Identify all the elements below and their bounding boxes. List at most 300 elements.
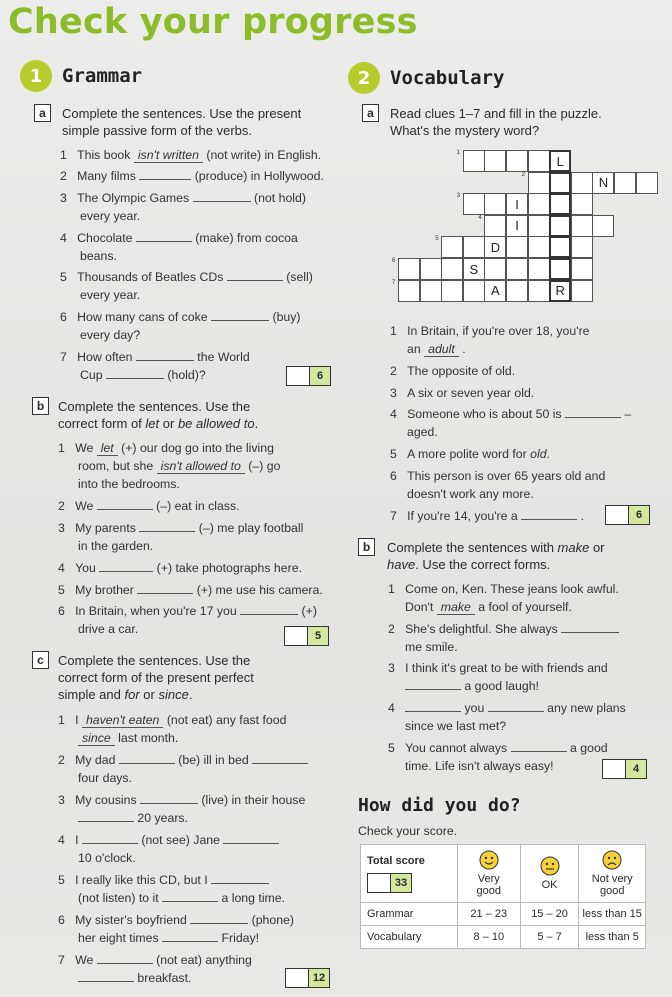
item-text: you xyxy=(461,701,488,715)
instr-line: Complete the sentences. Use the present xyxy=(62,106,302,121)
item-text: She's delightful. She always xyxy=(405,622,562,636)
answer-field[interactable]: since xyxy=(78,731,115,746)
grammar-c-s7 xyxy=(58,951,252,987)
item-number: 5 xyxy=(58,873,65,887)
score-value: 6 xyxy=(310,366,331,386)
grammar-c-s1 xyxy=(58,711,286,747)
clue-number: 4 xyxy=(478,214,482,221)
instr-em: since xyxy=(158,687,189,702)
vocab-a-c5 xyxy=(390,445,550,463)
instr-em: for xyxy=(124,687,140,702)
vocab-b-s2 xyxy=(388,620,619,656)
puzzle-cell[interactable]: I xyxy=(506,215,528,237)
item-number: 2 xyxy=(60,169,67,183)
item-text: I xyxy=(75,833,82,847)
instr-em: let xyxy=(145,416,160,431)
item-text: In Britain, when you're 17 you xyxy=(75,604,241,618)
score-value: 6 xyxy=(629,505,650,525)
item-text: four days. xyxy=(78,771,132,785)
item-text: (be) ill in bed xyxy=(174,753,253,767)
answer-blank[interactable] xyxy=(223,831,279,844)
item-number: 2 xyxy=(388,622,395,636)
vocab-b-s3 xyxy=(388,659,608,695)
clue-number: 2 xyxy=(521,171,525,178)
grammar-c-score xyxy=(285,968,330,988)
puzzle-cell[interactable]: A xyxy=(484,280,506,302)
item-text: last month. xyxy=(114,731,179,745)
instr-em: have xyxy=(387,557,416,572)
item-text: every year. xyxy=(80,288,141,302)
item-number: 1 xyxy=(388,582,395,596)
sad-face-icon xyxy=(602,850,622,870)
grammar-b-s2 xyxy=(58,497,240,515)
instr-em: be allowed to xyxy=(177,416,255,431)
cell-value: 21 – 23 xyxy=(457,903,520,926)
instr-text: or xyxy=(159,416,178,431)
item-number: 5 xyxy=(60,270,67,284)
answer-blank[interactable] xyxy=(97,497,153,510)
puzzle-cell[interactable] xyxy=(484,193,506,215)
item-number: 5 xyxy=(388,741,395,755)
neutral-face-icon xyxy=(540,856,560,876)
answer-blank[interactable] xyxy=(193,189,251,202)
puzzle-cell[interactable] xyxy=(506,236,528,258)
item-text: (+) our dog go into the living xyxy=(117,441,274,455)
item-text: My parents xyxy=(75,521,140,535)
item-text: 20 years. xyxy=(134,811,188,825)
item-text: (not see) Jane xyxy=(137,833,224,847)
page-title: Check your progress xyxy=(8,2,418,42)
grammar-a-score xyxy=(286,366,331,386)
puzzle-cell[interactable] xyxy=(571,236,593,258)
very-good-label: Very xyxy=(477,873,500,885)
grammar-b-s4 xyxy=(58,559,302,577)
mystery-word-cell[interactable]: R xyxy=(549,280,571,302)
item-text: 10 o'clock. xyxy=(78,851,136,865)
item-text: Come on, Ken. These jeans look awful. xyxy=(405,582,619,596)
item-text: How often xyxy=(77,350,136,364)
item-text: a fool of yourself. xyxy=(474,600,572,614)
item-text: I think it's great to be with friends and xyxy=(405,661,608,675)
vocab-a-instructions xyxy=(390,105,602,139)
puzzle-cell[interactable] xyxy=(506,280,528,302)
puzzle-cell[interactable] xyxy=(528,172,550,194)
item-text: A more polite word for xyxy=(407,447,531,461)
score-row-grammar xyxy=(361,903,646,926)
puzzle-cell[interactable] xyxy=(398,280,420,302)
instr-line xyxy=(387,539,605,556)
puzzle-cell[interactable] xyxy=(571,193,593,215)
item-em: old xyxy=(530,447,547,461)
item-text: How many cans of coke xyxy=(77,310,212,324)
total-score xyxy=(367,873,457,893)
vocabulary-number: 2 xyxy=(348,62,380,94)
puzzle-cell[interactable]: I xyxy=(506,193,528,215)
answer-blank[interactable] xyxy=(227,268,283,281)
item-text: a good xyxy=(566,741,608,755)
item-text: (hold)? xyxy=(163,368,206,382)
item-text: Chocolate xyxy=(77,231,136,245)
item-number: 1 xyxy=(58,713,65,727)
item-text: (not write) in English. xyxy=(202,148,322,162)
grammar-header xyxy=(20,60,142,92)
item-number: 4 xyxy=(60,231,67,245)
vocab-a-c6 xyxy=(390,467,605,503)
item-number: 2 xyxy=(58,753,65,767)
item-text: You cannot always xyxy=(405,741,511,755)
item-number: 2 xyxy=(58,499,65,513)
vocab-b-instructions xyxy=(387,539,605,573)
puzzle-cell[interactable] xyxy=(528,193,550,215)
item-text: (not eat) any fast food xyxy=(163,713,287,727)
answer-blank[interactable] xyxy=(106,366,164,379)
mystery-word-cell[interactable] xyxy=(549,193,571,215)
item-text: time. Life isn't always easy! xyxy=(405,759,554,773)
item-text: The opposite of old. xyxy=(407,364,516,378)
item-text: The Olympic Games xyxy=(77,191,193,205)
item-number: 5 xyxy=(58,583,65,597)
instr-text: simple and xyxy=(58,687,125,702)
item-text: A six or seven year old. xyxy=(407,386,535,400)
score-entry-box[interactable] xyxy=(284,626,308,646)
item-text: (–) eat in class. xyxy=(152,499,240,513)
not-very-good-label: good xyxy=(599,885,625,897)
item-number: 6 xyxy=(58,604,65,618)
item-text: (+) take photographs here. xyxy=(153,561,302,575)
item-number: 6 xyxy=(390,469,397,483)
item-text: You xyxy=(75,561,100,575)
item-number: 4 xyxy=(58,833,65,847)
instr-text: Complete the sentences with xyxy=(387,540,558,555)
answer-blank[interactable] xyxy=(561,620,619,633)
answer-blank[interactable] xyxy=(521,507,577,520)
item-text: an xyxy=(407,342,425,356)
mystery-word-cell[interactable] xyxy=(549,258,571,280)
score-row-vocabulary xyxy=(361,926,646,949)
happy-face-icon xyxy=(479,850,499,870)
answer-blank[interactable] xyxy=(162,889,218,902)
item-number: 4 xyxy=(390,407,397,421)
grammar-c-s3 xyxy=(58,791,305,827)
answer-blank[interactable] xyxy=(405,677,461,690)
item-text: Friday! xyxy=(218,931,260,945)
instr-line xyxy=(58,415,258,432)
puzzle-cell[interactable] xyxy=(571,280,593,302)
answer-blank[interactable] xyxy=(97,951,153,964)
vocab-b-score xyxy=(602,759,647,779)
grammar-a-letter: a xyxy=(34,104,51,122)
score-entry-box[interactable] xyxy=(285,968,309,988)
answer-blank[interactable] xyxy=(139,167,191,180)
clue-number: 1 xyxy=(456,150,461,156)
answer-blank[interactable] xyxy=(162,929,218,942)
mystery-word-cell[interactable]: L xyxy=(549,150,571,172)
puzzle-cell[interactable] xyxy=(592,215,614,237)
item-number: 7 xyxy=(58,953,65,967)
cell-value: 8 – 10 xyxy=(457,926,520,949)
item-text: the World xyxy=(193,350,250,364)
answer-blank[interactable] xyxy=(240,602,298,615)
item-text: My dad xyxy=(75,753,119,767)
mystery-word-cell[interactable] xyxy=(549,215,571,237)
vocab-a-c3 xyxy=(390,384,534,402)
item-text: My brother xyxy=(75,583,138,597)
puzzle-cell[interactable] xyxy=(398,258,420,280)
answer-blank[interactable] xyxy=(119,751,175,764)
answer-blank[interactable] xyxy=(190,911,248,924)
item-text: I xyxy=(75,713,82,727)
vocab-a-c2 xyxy=(390,362,515,380)
grammar-c-instructions xyxy=(58,652,254,703)
puzzle-cell[interactable] xyxy=(484,258,506,280)
puzzle-cell[interactable] xyxy=(614,172,636,194)
item-text: (+) me use his camera. xyxy=(193,583,323,597)
puzzle-cell[interactable] xyxy=(571,215,593,237)
answer-blank[interactable] xyxy=(211,308,269,321)
puzzle-cell[interactable] xyxy=(463,150,485,172)
instr-text: . xyxy=(254,416,259,431)
grammar-c-s2 xyxy=(58,751,308,787)
mystery-word-cell[interactable] xyxy=(549,236,571,258)
item-number: 7 xyxy=(60,350,67,364)
item-text: If you're 14, you're a xyxy=(407,509,522,523)
mystery-word-cell[interactable] xyxy=(549,172,571,194)
instr-em: make xyxy=(557,540,590,555)
instr-line xyxy=(387,556,605,573)
vocab-a-letter: a xyxy=(362,104,379,122)
grammar-c-s6 xyxy=(58,911,294,947)
item-text: aged. xyxy=(407,425,438,439)
puzzle-cell[interactable] xyxy=(528,215,550,237)
very-good-cell xyxy=(457,845,520,903)
item-number: 3 xyxy=(60,191,67,205)
answer-field[interactable]: let xyxy=(97,441,118,456)
answer-field[interactable]: haven't eaten xyxy=(82,713,163,728)
answer-blank[interactable] xyxy=(140,791,198,804)
puzzle-cell[interactable] xyxy=(463,236,485,258)
item-number: 4 xyxy=(388,701,395,715)
item-text: (+) xyxy=(298,604,317,618)
grammar-c-s4 xyxy=(58,831,279,867)
answer-blank[interactable] xyxy=(99,559,153,572)
grammar-a-s5 xyxy=(60,268,313,304)
puzzle-cell[interactable] xyxy=(463,280,485,302)
grammar-a-s1 xyxy=(60,146,321,164)
score-entry-box[interactable] xyxy=(605,505,629,525)
item-text: . xyxy=(546,447,550,461)
item-text: This person is over 65 years old and xyxy=(407,469,606,483)
item-text: since we last met? xyxy=(405,719,507,733)
item-text: (not listen) to it xyxy=(78,891,163,905)
score-value: 5 xyxy=(308,626,329,646)
total-score-label: Total score xyxy=(367,855,425,867)
item-text: (buy) xyxy=(269,310,301,324)
puzzle-cell[interactable] xyxy=(484,150,506,172)
puzzle-cell[interactable] xyxy=(484,215,506,237)
answer-blank[interactable] xyxy=(511,739,567,752)
puzzle-cell[interactable] xyxy=(441,258,463,280)
ok-label: OK xyxy=(541,879,558,891)
grammar-b-instructions xyxy=(58,398,258,432)
item-text: We xyxy=(75,499,97,513)
item-text: breakfast. xyxy=(134,971,192,985)
item-text: (–) me play football xyxy=(195,521,304,535)
not-very-good-label: Not very xyxy=(591,873,633,885)
item-text: (not eat) anything xyxy=(152,953,252,967)
score-table xyxy=(360,844,646,949)
total-score-cell xyxy=(361,845,458,903)
item-text: her eight times xyxy=(78,931,163,945)
item-number: 1 xyxy=(58,441,65,455)
item-text: (produce) in Hollywood. xyxy=(191,169,324,183)
item-text: We xyxy=(75,441,97,455)
instr-line: Complete the sentences. Use the xyxy=(58,399,251,414)
vocab-a-score xyxy=(605,505,650,525)
very-good-label: good xyxy=(476,885,502,897)
puzzle-cell[interactable] xyxy=(528,258,550,280)
item-number: 2 xyxy=(390,364,397,378)
ok-cell xyxy=(520,845,579,903)
instr-text: . xyxy=(188,687,193,702)
item-text: My sister's boyfriend xyxy=(75,913,191,927)
grammar-a-s4 xyxy=(60,229,298,265)
score-entry-box[interactable] xyxy=(602,759,626,779)
instr-text: . Use the correct forms. xyxy=(415,557,551,572)
score-value: 33 xyxy=(391,873,412,893)
item-text: . xyxy=(458,342,466,356)
item-text: into the bedrooms. xyxy=(78,477,180,491)
item-number: 3 xyxy=(58,793,65,807)
puzzle-cell[interactable] xyxy=(571,258,593,280)
item-text: . xyxy=(577,509,585,523)
answer-field[interactable]: isn't allowed to xyxy=(157,459,245,474)
answer-blank[interactable] xyxy=(137,581,193,594)
grammar-a-instructions xyxy=(62,105,301,139)
score-entry-box[interactable] xyxy=(367,873,391,893)
instr-line: Read clues 1–7 and fill in the puzzle. xyxy=(390,106,602,121)
answer-blank[interactable] xyxy=(488,699,544,712)
answer-blank[interactable] xyxy=(78,809,134,822)
puzzle-cell[interactable] xyxy=(441,236,463,258)
puzzle-cell[interactable]: N xyxy=(592,172,614,194)
item-number: 3 xyxy=(58,521,65,535)
vocabulary-header xyxy=(348,62,504,94)
item-text: In Britain, if you're over 18, you're xyxy=(407,324,590,338)
grammar-b-s3 xyxy=(58,519,303,555)
puzzle-cell[interactable] xyxy=(528,280,550,302)
answer-field[interactable]: adult xyxy=(424,342,459,357)
answer-field[interactable]: isn't written xyxy=(134,148,203,163)
puzzle-cell[interactable] xyxy=(506,150,528,172)
answer-blank[interactable] xyxy=(136,229,192,242)
how-did-you-do-title: How did you do? xyxy=(358,795,521,816)
puzzle-cell[interactable] xyxy=(420,258,442,280)
item-text: Someone who is about 50 is xyxy=(407,407,566,421)
answer-blank[interactable] xyxy=(82,831,138,844)
answer-blank[interactable] xyxy=(139,519,195,532)
puzzle-cell[interactable] xyxy=(636,172,658,194)
item-text: (sell) xyxy=(282,270,313,284)
vocab-b-s4 xyxy=(388,699,626,735)
puzzle-cell[interactable] xyxy=(528,150,550,172)
instr-line xyxy=(58,686,254,703)
answer-field[interactable]: make xyxy=(437,600,475,615)
instr-line: What's the mystery word? xyxy=(390,123,540,138)
answer-blank[interactable] xyxy=(78,969,134,982)
puzzle-cell[interactable] xyxy=(441,280,463,302)
item-text: every year. xyxy=(80,209,141,223)
score-value: 12 xyxy=(309,968,330,988)
item-text: (phone) xyxy=(248,913,295,927)
puzzle-cell[interactable]: D xyxy=(484,236,506,258)
item-text: a good laugh! xyxy=(461,679,539,693)
score-table-header xyxy=(361,845,646,903)
check-score-text: Check your score. xyxy=(358,824,458,838)
item-number: 6 xyxy=(58,913,65,927)
item-text: – xyxy=(621,407,632,421)
item-text: beans. xyxy=(80,249,117,263)
puzzle-cell[interactable] xyxy=(528,236,550,258)
item-text: (not hold) xyxy=(250,191,306,205)
not-very-good-cell xyxy=(579,845,646,903)
grammar-b-s6 xyxy=(58,602,317,638)
item-text: Many films xyxy=(77,169,140,183)
item-number: 5 xyxy=(390,447,397,461)
answer-blank[interactable] xyxy=(252,751,308,764)
vocab-b-s1 xyxy=(388,580,619,616)
puzzle-cell[interactable] xyxy=(571,172,593,194)
vocab-b-letter: b xyxy=(358,538,375,556)
vocab-a-c7 xyxy=(390,507,584,525)
answer-blank[interactable] xyxy=(136,348,194,361)
item-text: in the garden. xyxy=(78,539,154,553)
grammar-b-s5 xyxy=(58,581,323,599)
grammar-number: 1 xyxy=(20,60,52,92)
puzzle-cell[interactable] xyxy=(463,193,485,215)
answer-blank[interactable] xyxy=(405,699,461,712)
vocab-b-s5 xyxy=(388,739,608,775)
item-text: doesn't work any more. xyxy=(407,487,534,501)
clue-number: 6 xyxy=(392,258,396,264)
grammar-c-s5 xyxy=(58,871,285,907)
answer-blank[interactable] xyxy=(565,405,621,418)
answer-blank[interactable] xyxy=(211,871,269,884)
clue-number: 7 xyxy=(392,279,396,286)
item-number: 3 xyxy=(390,386,397,400)
grammar-c-letter: c xyxy=(32,651,49,669)
item-number: 3 xyxy=(388,661,395,675)
puzzle-cell[interactable]: S xyxy=(463,258,485,280)
instr-text: or xyxy=(139,687,159,702)
item-number: 1 xyxy=(390,324,397,338)
item-text: a long time. xyxy=(218,891,286,905)
item-text: (make) from cocoa xyxy=(191,231,298,245)
item-text: any new plans xyxy=(543,701,626,715)
puzzle-cell[interactable] xyxy=(506,258,528,280)
vocab-a-c4 xyxy=(390,405,631,441)
instr-text: or xyxy=(589,540,605,555)
item-text: I really like this CD, but I xyxy=(75,873,212,887)
row-label: Vocabulary xyxy=(361,926,458,949)
puzzle-cell[interactable] xyxy=(420,280,442,302)
grammar-a-s2 xyxy=(60,167,324,185)
cell-value: less than 5 xyxy=(579,926,646,949)
grammar-title: Grammar xyxy=(62,65,143,87)
cell-value: 5 – 7 xyxy=(520,926,579,949)
instr-line: correct form of the present perfect xyxy=(58,670,254,685)
score-entry-box[interactable] xyxy=(286,366,310,386)
grammar-b-letter: b xyxy=(32,397,49,415)
